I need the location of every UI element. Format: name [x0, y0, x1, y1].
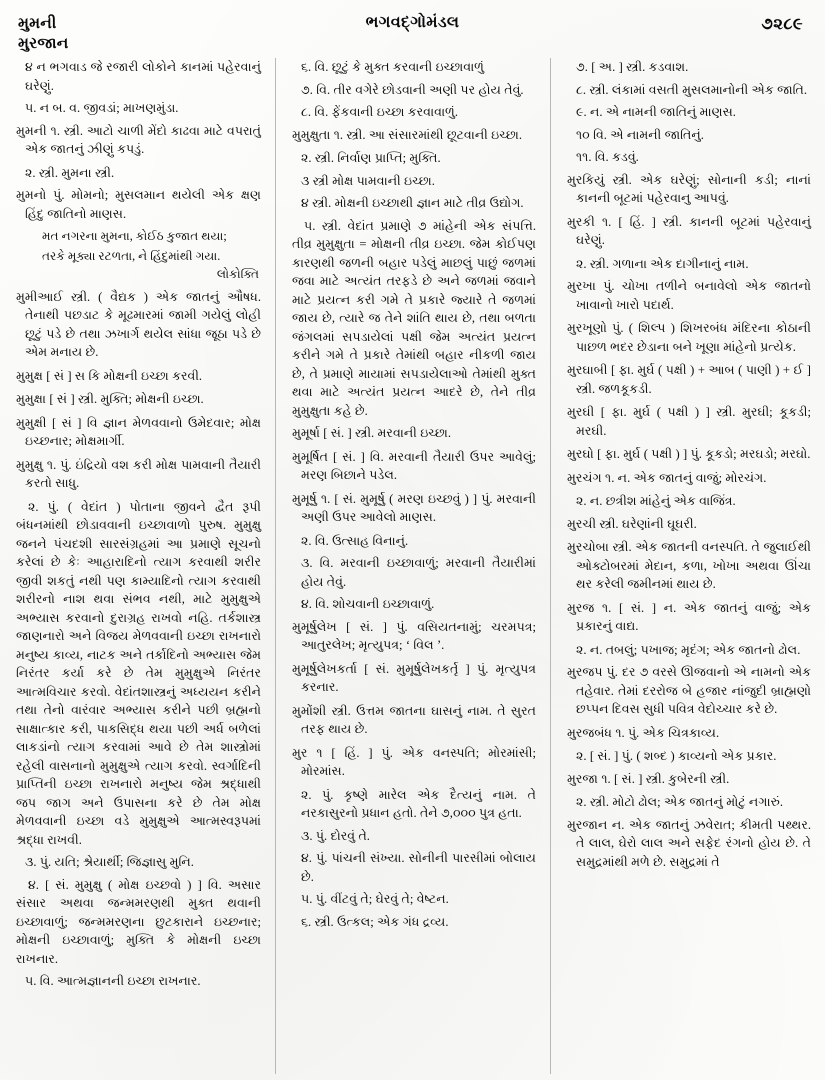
entry-sense: ૨. ન. તબલું; પખાજ; મૃદંગ; એક જાતનો ઢોલ. — [576, 642, 801, 657]
dictionary-entry: મુર ૧ [ હિં. ] પું. એક વનસ્પતિ; મોરમાંસી; મોરમાંસ. — [292, 745, 536, 778]
dictionary-entry: મુરઘી [ ફા. મુર્ઘ ( પક્ષી ) ] સ્ત્રી. મુરઘી; કૂકડી; મરઘી. — [567, 405, 811, 438]
entry-sense: ૧૦ વિ. એ નામની જાતિનું. — [576, 127, 704, 142]
entry-sense: ૩. વિ. મરવાની ઇચ્છાવાળું; મરવાની તૈયારીમાં હોય તેવું. — [301, 556, 536, 589]
dictionary-entry: મુરજાન ન. એક જાતનું ઝવેરાત; કીમતી પથ્થર. તે લાલ, ઘેરો લાલ અને સફેદ રંગનો હોય છે. તે સમુદ્રમાંથી મળે છે. સમુદ્રમાં તે — [567, 817, 811, 869]
dictionary-entry: મુમોંશી સ્ત્રી. ઉત્તમ જાતના ઘાસનું નામ. તે સુરત તરફ થાય છે. — [292, 703, 536, 736]
dictionary-entry: મુરજબંધ ૧. પું. એક ચિત્રકાવ્ય. — [567, 725, 720, 740]
entry-sense: ૩. પું. દોરવું તે. — [301, 828, 370, 843]
entry-sense: ૯. ન. એ નામની જાતિનું માણસ. — [576, 105, 736, 119]
entry-sense: ૨. ન. છત્રીશ માંહેનું એક વાજિંત્ર. — [576, 494, 736, 508]
dictionary-entry: મુમુક્ષુતા ૧. સ્ત્રી. આ સંસારમાંથી છૂટવાની ઇચ્છા. — [292, 127, 522, 142]
dictionary-entry: મુરકિયું સ્ત્રી. એક ઘરેણું; સોનાની કડી; નાનાં કાનની બૂટમાં પહેરવાનુ આપવું. — [567, 172, 811, 205]
entry-sense: ૫. વિ. આત્મજ્ઞાનની ઇચ્છા રાખનાર. — [25, 974, 201, 989]
entry-sense: ૬. સ્ત્રી. ઉત્કલ; એક ગંધ દ્રવ્ય. — [301, 914, 449, 929]
dictionary-entry: મુરખૂણો પું. ( શિલ્પ ) શિખરબંધ મંદિરના કોઠાની પાછળ ભદર છેડાના બને ખૂણા માંહેનો પ્રત્યેક. — [567, 321, 811, 354]
dictionary-entry: મુમૂર્ષુલેખકર્તા [ સં. મુમૂર્ષુલેખકર્તૃ ] પું. મૃત્યુપત્ર કરનાર. — [292, 661, 536, 694]
dictionary-entry: મુરજપ પું. દર ૭ વરસે ઊજવાનો એ નામનો એક તહેવાર. તેમાં દરરોજ બે હજાર નાંજુદી બ્રાહ્મણો છપ્પન દિવસ સુધી પવિત્ર વેદોચ્ચાર કરે છે. — [567, 665, 811, 716]
dictionary-entry: મુમની ૧. સ્ત્રી. આટો ચાળી મેંદો કાઢવા માટે વપરાતું એક જાતનું ઝીણું કપડું. — [16, 123, 261, 156]
quote-attribution: લોકોક્તિ — [216, 267, 259, 282]
dictionary-entry: મુરચી સ્ત્રી. ઘરેણાંની ઘૂઘરી. — [567, 516, 697, 531]
entry-sense: ૨. પું. કૃષ્ણે મારેલ એક દૈત્યનું નામ. તે નરકાસુરનો પ્રધાન હતો. તેને ૭,૦૦૦ પુત્ર હતા. — [301, 787, 536, 820]
entry-sense: ૮. સ્ત્રી. લંકામાં વસતી મુસલમાનોની એક જાતિ. — [576, 82, 807, 97]
column-3 — [550, 58, 825, 1074]
entry-sense: ૮. વિ. ફેંકવાની ઇચ્છા કરવાવાળું. — [301, 105, 459, 119]
dictionary-title: ભગવદ્ગોમંડલ — [365, 14, 460, 31]
entry-sense: ૨. સ્ત્રી. મુમના સ્ત્રી. — [25, 165, 115, 180]
dictionary-entry: મુરઘો [ ફા. મુર્ઘ ( પક્ષી ) ] પું. કૂકડો; મરઘડો; મરઘો. — [567, 447, 811, 461]
entry-sense: ૧૧. વિ. કડવું. — [576, 150, 639, 164]
entry-paragraph: ૪. [ સં. મુમુક્ષુ ( મોક્ષ ઇચ્છવો ) ] વિ. અસાર સંસાર અથવા જન્મમરણથી મુક્ત થવાની ઇચ્છાવાળું; જન્મમરણના છુટકારાને ઇચ્છનાર; મોક્ષની ઇચ્છાવાળું; મુક્તિ કે મોક્ષની ઇચ્છા રાખનાર. — [16, 877, 261, 966]
dictionary-entry: મુરખા પું. ચોખા તળીને બનાવેલો એક જાતનો ખાવાનો ખારો પદાર્થ. — [567, 279, 811, 312]
entry-sense: ૨. વિ. ઉત્સાહ વિનાનું. — [301, 533, 409, 548]
dictionary-entry: મુરચોબા સ્ત્રી. એક જાતની વનસ્પતિ. તે જુલાઈથી ઓક્ટોબરમાં મેદાન, કળા, ખોખા અથવા ઊંચા થર કરેલી જમીનમાં થાય છે. — [567, 540, 811, 591]
entry-paragraph: ૫. સ્ત્રી. વેદાંત પ્રમાણે ૭ માંહેની એક સંપત્તિ. તીવ્ર મુમુક્ષુતા = મોક્ષની તીવ્ર ઇચ્છા. જેમ કોઈપણ કારણથી જળની બહાર પડેલું માછલું પાછું જળમાં જવા માટે અત્યંત તરફડે છે અને જળમાં જવાને માટે પ્રયત્ન કરી ગમે તે પ્રકારે જ્યારે તે જળમાં જાય છે, ત્યારે જ તેને શાંતિ થાય છે, તથા બળતા જંગલમાં સપડાયેલાં પક્ષી જેમ અત્યંત પ્રયત્ન કરીને ગમે તે પ્રકારે તેમાંથી બહાર નીકળી જાય છે, તે પ્રમાણે માયામાં સપડાયેલાઓ તેમાંથી મુક્ત થવા માટે અત્યંત પ્રયત્ન આદરે છે, તેને તીવ્ર મુમુક્ષુતા કહે છે. — [292, 218, 536, 418]
entry-sense: ૨. સ્ત્રી. નિર્વાણ પ્રાપ્તિ; મુક્તિ. — [301, 151, 441, 165]
dictionary-entry: મુમુક્ષુ ૧. પું. ઇંદ્રિયો વશ કરી મોક્ષ પામવાની તૈયારી કરતો સાધુ. — [16, 457, 261, 491]
dictionary-entry: મુરજ ૧. [ સં. ] ન. એક જાતનું વાજું; એક પ્રકારનું વાદ્ય. — [567, 600, 811, 633]
quoted-verse-line: મત નગરના મુમના, કોઈઠ કુજાત થયા; — [42, 229, 227, 243]
dictionary-entry: મુમૂર્ષુ ૧. [ સં. મુમૂર્ષુ ( મરણ ઇચ્છવું ) ] પું. મરવાની અણી ઉપર આવેલો માણસ. — [292, 491, 536, 524]
running-head-left-first-entry: મુમની — [18, 15, 57, 32]
entry-sense: ૫. ન બ. વ. જીવડાં; માખણમુંડા. — [25, 101, 179, 115]
page-number: ૭૨૮૯ — [761, 14, 803, 33]
entry-sense: ૫. પું. વીંટવું તે; ઘેરવું તે; વેષ્ટન. — [301, 892, 449, 906]
dictionary-entry: મુરઘાબી [ ફા. મુર્ઘ ( પક્ષી ) + આબ ( પાણી ) + ઈ ] સ્ત્રી. જળકૂકડી. — [567, 363, 811, 396]
dictionary-entry: મુમૂર્ષા [ સં. ] સ્ત્રી. મરવાની ઇચ્છા. — [292, 426, 452, 440]
entry-sense: ૪. પું. પાંચની સંખ્યા. સોનીની પારસીમાં બોલાય છે. — [301, 851, 536, 884]
dictionary-entry: મુરજા ૧. [ સં. ] સ્ત્રી. કુબેરની સ્ત્રી. — [567, 771, 730, 786]
entry-sense: ૨. [ સં. ] પું. ( શબ્દ ) કાવ્યનો એક પ્રકાર. — [576, 749, 777, 763]
dictionary-entry: મુરચંગ ૧. ન. એક જાતનું વાજું; મોરચંગ. — [567, 470, 767, 485]
entry-sense: ૭. [ અ. ] સ્ત્રી. કડવાશ. — [576, 60, 689, 74]
entry-sense: ૩ સ્ત્રી મોક્ષ પામવાની ઇચ્છા. — [301, 173, 435, 188]
entry-sense: ૪ ન ભગવાડ જે રજારી લોકોને કાનમાં પહેરવાનું ઘરેણું. — [25, 60, 261, 93]
dictionary-entry: મુમૂર્ષુલેખ [ સં. ] પું. વસિયતનામું; ચરમપત્ર; આતુરલેખ; મૃત્યુપત્ર; ‘ વિલ ’. — [292, 619, 536, 652]
entry-paragraph: ૨. પું. ( વેદાંત ) પોતાના જીવને દ્વૈત રૂપી બંધનમાંથી છોડાવવાની ઇચ્છાવાળો પુરુષ. મુમુક્ષુ જનને પંચદશી સારસંગ્રહમાં આ પ્રમાણે સૂચનો કરેલાં છે કેઃ આહારાદિનો ત્યાગ કરવાથી શરીર જીવી શકતું નથી પણ કામ્યાદિનો ત્યાગ કરવાથી શરીરનો નાશ થવા સંભવ નથી, માટે મુમુક્ષુએ અભ્યાસ કરવાનો દુરાગ્રહ રાખવો નહિ. તર્કશાસ્ત્ર જાણનારો અને વિજય મેળવવાની ઇચ્છા રાખનારો મનુષ્ય કાવ્ય, નાટક અને તર્કાદિનો અભ્યાસ જેમ નિરંતર કર્યા કરે છે તેમ મુમુક્ષુએ નિરંતર આત્મવિચાર કરવો. વેદાંતશાસ્ત્રનું અધ્યયન કરીને તથા તેનો વારંવાર અભ્યાસ કરીને પછી બ્રહ્મનો સાક્ષાત્કાર કરી, પાકસિદ્ધ થયા પછી અર્ધ બળેલાં લાકડાંનો ત્યાગ કરવામાં આવે છે તેમ શાસ્ત્રોમાં રહેલી વાસનાનો મુમુક્ષુએ ત્યાગ કરવો. સ્વર્ગાદિની પ્રાપ્તિની ઇચ્છા રાખનારો મનુષ્ય જેમ શ્રદ્ધાથી જપ જાગ અને ઉપાસના કરે છે તેમ મોક્ષ મેળવવાની ઇચ્છા વડે મુમુક્ષુએ આત્મસ્વરૂપમાં શ્રદ્ધા રાખવી. — [16, 499, 261, 847]
entry-sense: ૬. વિ. છૂટું કે મુક્ત કરવાની ઇચ્છાવાળું — [301, 60, 485, 74]
entry-sense: ૭. વિ. તીર વગેરે છોડવાની અણી પર હોય તેવું. — [301, 82, 524, 97]
dictionary-entry: મુમુક્ષ [ સં ] સ કિ મોક્ષની ઇચ્છા કરવી. — [16, 368, 203, 383]
running-head-left-last-entry: મુરજાન — [18, 34, 69, 52]
entry-sense: ૪ સ્ત્રી. મોક્ષની ઇચ્છાથી જ્ઞાન માટે તીવ્ર ઉદ્યોગ. — [301, 196, 524, 210]
dictionary-entry: મુમીઆઈ સ્ત્રી. ( વૈદ્યક ) એક જાતનું ઔષધ. તેનાથી પછડાટ કે મૂઢમારમાં જામી ગયેલું લોહી છૂટું પડે છે તથા ઝખાર્ગ થયેલ સાંધા જૂઠા પડે છે એમ મનાય છે. — [16, 289, 261, 360]
entry-sense: ૩. પું. યતિ; શ્રેયાર્થી; જિજ્ઞાસુ મુનિ. — [25, 855, 194, 870]
column-2 — [275, 58, 550, 1074]
running-head — [0, 0, 825, 58]
entry-sense: ૪. વિ. શોચવાની ઇચ્છાવાળું. — [301, 597, 435, 611]
quoted-verse-line: તરકે મૂક્યા રટળતા, ને હિંદુમાંથી ગયા. — [42, 248, 221, 263]
dictionary-entry: મુમુક્ષા [ સં ] સ્ત્રી. મુક્તિ; મોક્ષની ઇચ્છા. — [16, 392, 204, 407]
entry-sense: ૨. સ્ત્રી. મોટો ઢોલ; એક જાતનું મોટું નગારું. — [576, 795, 783, 809]
dictionary-entry: મુરકી ૧. [ હિં. ] સ્ત્રી. કાનની બૂટમાં પહેરવાનું ઘરેણું. — [567, 214, 811, 247]
text-columns — [0, 58, 825, 1080]
column-1 — [0, 58, 275, 1074]
dictionary-entry: મુમૂર્ષિત [ સં. ] વિ. મરવાની તૈયારી ઉપર આવેલું; મરણ બિછાને પડેલ. — [292, 449, 536, 482]
dictionary-entry: મુમુક્ષી [ સં ] વિ જ્ઞાન મેળવવાનો ઉમેદવાર; મોક્ષ ઇચ્છનાર; મોક્ષમાર્ગી. — [16, 415, 261, 449]
entry-sense: ૨. સ્ત્રી. ગળાના એક દાગીનાનું નામ. — [576, 256, 749, 271]
dictionary-entry: મુમનો પું. મોમનો; મુસલમાન થયેલી એક ક્ષણ હિંદુ જાતિનો માણસ. — [16, 188, 261, 221]
